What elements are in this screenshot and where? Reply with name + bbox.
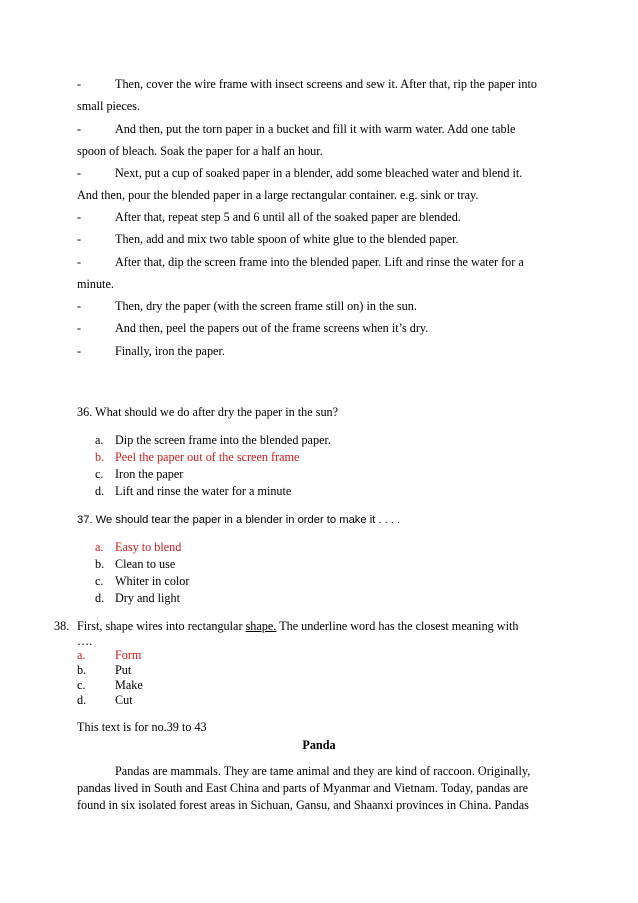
q37-option-a-letter: a. [95, 540, 104, 554]
q38-option-c-letter: c. [77, 678, 86, 692]
step-marker: - [77, 232, 82, 246]
q36-option-b-letter: b. [95, 450, 105, 464]
q38-option-b-letter: b. [77, 663, 87, 677]
question-36: 36. What should we do after dry the paper in the sun? [77, 405, 339, 419]
passage-intro: This text is for no.39 to 43 [77, 720, 207, 734]
step-marker: - [77, 255, 82, 269]
question-37: 37. We should tear the paper in a blender in order to make it . . . . [77, 514, 401, 526]
step-2-line-1: And then, put the torn paper in a bucket and fill it with warm water. Add one table [115, 122, 516, 136]
step-marker: - [77, 210, 82, 224]
q37-option-b-letter: b. [95, 557, 105, 571]
step-marker: - [77, 344, 82, 358]
step-4-line-1: After that, repeat step 5 and 6 until all of the soaked paper are blended. [115, 210, 461, 224]
step-1-line-2: small pieces. [77, 99, 140, 113]
q36-option-a: Dip the screen frame into the blended paper. [115, 433, 331, 447]
step-5-line-1: Then, add and mix two table spoon of white glue to the blended paper. [115, 232, 459, 246]
q38-before: First, shape wires into rectangular [77, 619, 243, 633]
q36-option-c-letter: c. [95, 467, 104, 481]
q37-option-d-letter: d. [95, 591, 105, 605]
q36-option-d: Lift and rinse the water for a minute [115, 484, 292, 498]
q36-option-d-letter: d. [95, 484, 105, 498]
step-3-line-1: Next, put a cup of soaked paper in a blender, add some bleached water and blend it. [115, 166, 523, 180]
q36-option-b-answer: Peel the paper out of the screen frame [115, 450, 300, 464]
q37-option-b: Clean to use [115, 557, 176, 571]
question-38-text [77, 619, 518, 634]
step-marker: - [77, 321, 82, 335]
q37-option-d: Dry and light [115, 591, 180, 605]
q37-option-a-answer: Easy to blend [115, 540, 182, 554]
q37-option-c: Whiter in color [115, 574, 190, 588]
step-6-line-2: minute. [77, 277, 114, 291]
q38-underlined-word: shape. [245, 619, 277, 633]
step-marker: - [77, 77, 82, 91]
q38-option-d: Cut [115, 693, 133, 707]
passage-line-1: Pandas are mammals. They are tame animal and they are kind of raccoon. Originally, [115, 764, 531, 778]
step-marker: - [77, 299, 82, 313]
step-8-line-1: And then, peel the papers out of the frame screens when it’s dry. [115, 321, 429, 335]
step-marker: - [77, 122, 82, 136]
q38-after: The underline word has the closest meaning with [279, 619, 519, 633]
passage-line-3: found in six isolated forest areas in Sichuan, Gansu, and Shaanxi provinces in China. Pandas [77, 798, 529, 812]
q38-option-a-letter: a. [77, 648, 86, 662]
q36-option-c: Iron the paper [115, 467, 184, 481]
step-6-line-1: After that, dip the screen frame into the blended paper. Lift and rinse the water for a [115, 255, 524, 269]
step-marker: - [77, 166, 82, 180]
step-9-line-1: Finally, iron the paper. [115, 344, 225, 358]
q38-ellipsis: …. [77, 634, 93, 648]
passage-line-2: pandas lived in South and East China and parts of Myanmar and Vietnam. Today, pandas are [77, 781, 529, 795]
step-2-line-2: spoon of bleach. Soak the paper for a half an hour. [77, 144, 323, 158]
q36-option-a-letter: a. [95, 433, 104, 447]
step-7-line-1: Then, dry the paper (with the screen frame still on) in the sun. [115, 299, 417, 313]
q37-option-c-letter: c. [95, 574, 104, 588]
passage-title: Panda [302, 738, 336, 752]
q38-option-c: Make [115, 678, 143, 692]
q38-option-d-letter: d. [77, 693, 87, 707]
q38-number: 38. [54, 619, 70, 633]
step-3-line-2: And then, pour the blended paper in a large rectangular container. e.g. sink or tray. [77, 188, 479, 202]
q38-option-b: Put [115, 663, 132, 677]
q38-option-a-answer: Form [115, 648, 142, 662]
step-1-line-1: Then, cover the wire frame with insect screens and sew it. After that, rip the paper into [115, 77, 538, 91]
